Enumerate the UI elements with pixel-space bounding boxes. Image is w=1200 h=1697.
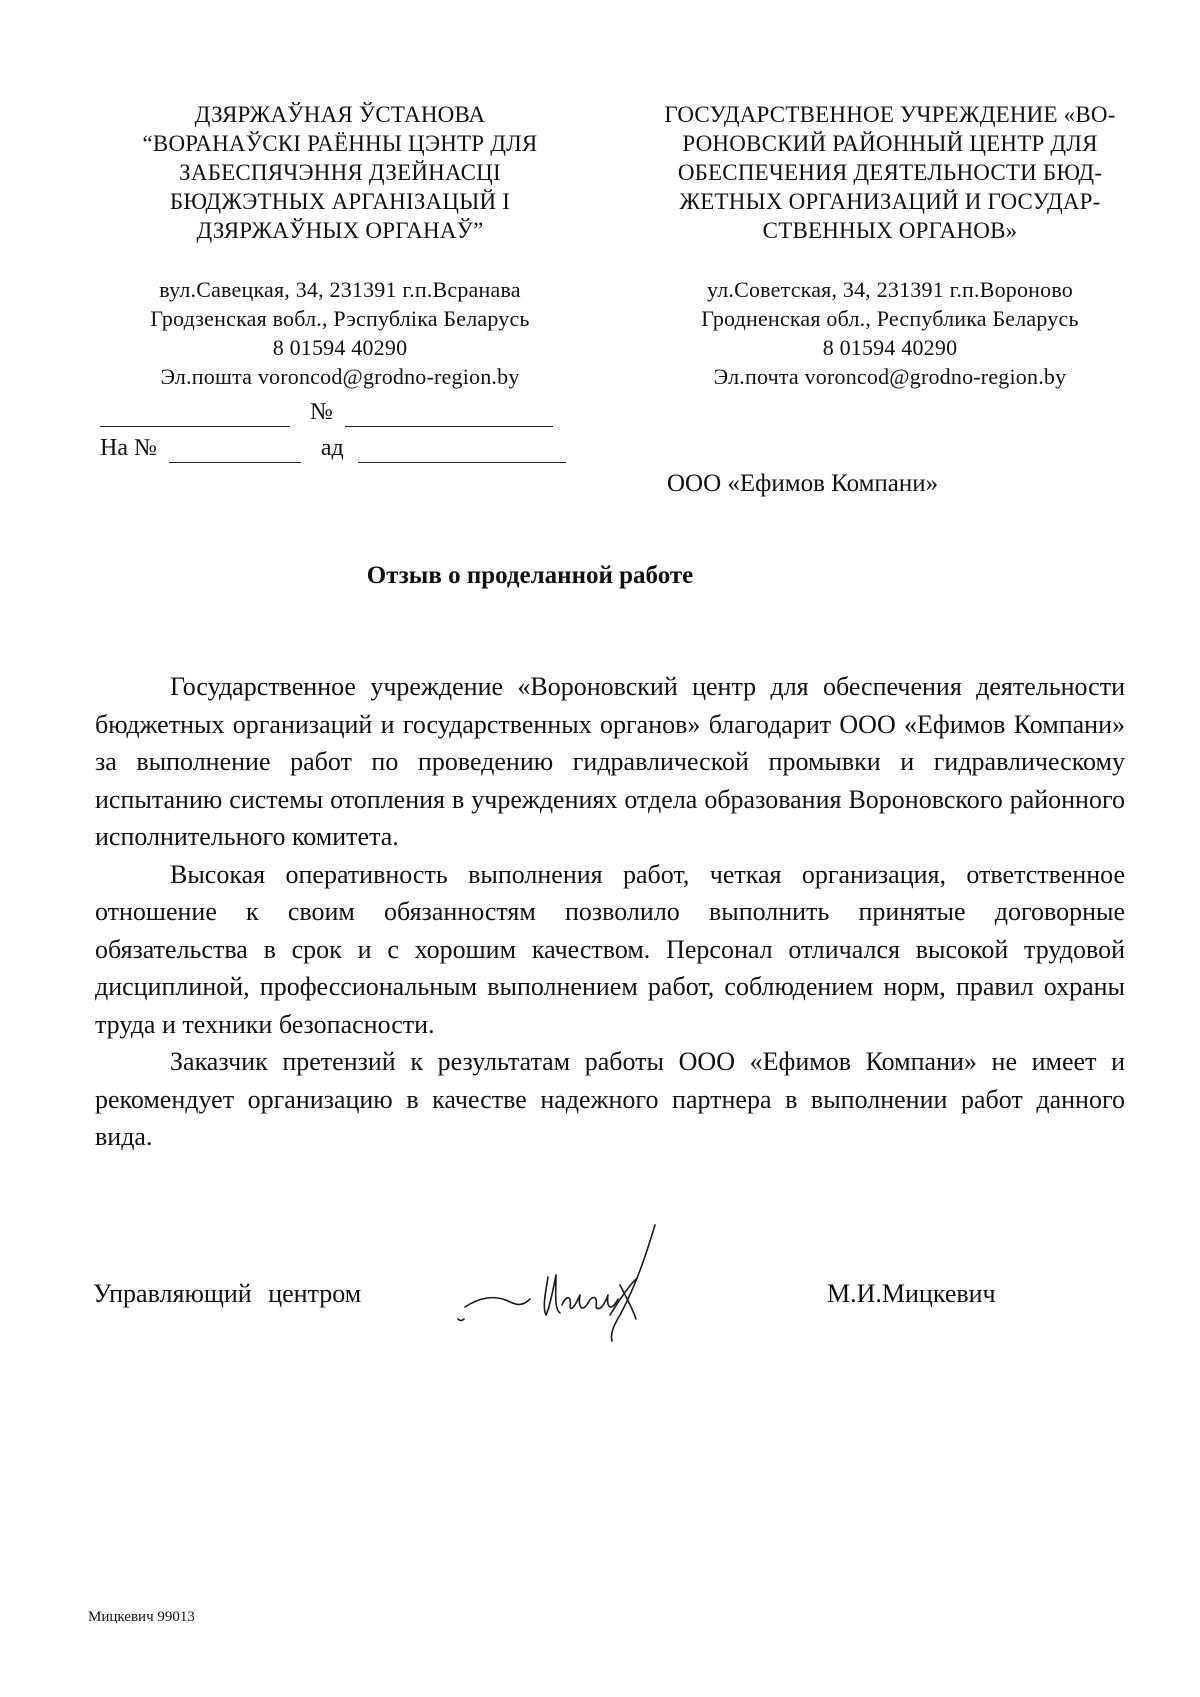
signature-row [93,1279,1133,1319]
email-line: Эл.почта voroncod@grodno-region.by [713,364,1067,389]
phone-line: 8 01594 40290 [822,335,958,360]
number-sign: № [310,399,333,425]
document-title: Отзыв о проделанной работе [366,562,694,589]
org-line: БЮДЖЭТНЫХ АРГАНІЗАЦЫЙ І [169,189,511,214]
body-paragraph: Заказчик претензий к результатам работы ООО «Ефимов Компани» не имеет и рекомендует организацию в качестве надежного партнера в выполнении работ данного вида. [95,1047,1125,1151]
executor-note: Мицкевич 99013 [88,1609,195,1625]
org-name-left [100,100,580,245]
address-line: ул.Советская, 34, 231391 г.п.Вороново [707,277,1073,302]
address-line: Гродненская обл., Республика Беларусь [701,306,1079,331]
reply-prefix: На № [100,435,157,461]
body-paragraph: Государственное учреждение «Вороновский центр для обеспечения деятельности бюджетных организаций и государственных органов» благодарит ООО «Ефимов Компани» за выполнение работ по проведению гидравлической промывки и гидравлическому испытанию системы отопления в учреждениях отдела образования Вороновского районного исполнительного комитета. [95,672,1125,851]
org-line: ГОСУДАРСТВЕННОЕ УЧРЕЖДЕНИЕ «ВО- [664,102,1116,127]
date-blank [100,402,290,427]
address-right [630,275,1150,391]
outgoing-number-line [100,397,580,427]
email-line: Эл.пошта voroncod@grodno-region.by [160,364,520,389]
reply-date-blank [358,438,566,463]
address-line: Гродзенская вобл., Рэспубліка Беларусь [150,306,530,331]
signatory-position: Управляющий центром [93,1279,362,1308]
org-line: ДЗЯРЖАЎНЫХ ОРГАНАЎ” [196,218,484,243]
phone-line: 8 01594 40290 [272,335,408,360]
org-line: СТВЕННЫХ ОРГАНОВ» [762,218,1018,243]
body-paragraph: Высокая оперативность выполнения работ, четкая организация, ответственное отношение к своим обязанностям позволило выполнить принятые договорные обязательства в срок и с хорошим качеством. Персонал отличался высокой трудовой дисциплиной, профессиональным выполнением работ, соблюдением норм, правил охраны труда и техники безопасности. [95,859,1125,1039]
address-left [100,275,580,391]
org-line: ОБЕСПЕЧЕНИЯ ДЕЯТЕЛЬНОСТИ БЮД- [677,160,1103,185]
from-word: ад [320,435,344,461]
reply-number-blank [169,438,301,463]
signatory-name: М.И.Мицкевич [827,1279,996,1308]
org-line: ДЗЯРЖАЎНАЯ ЎСТАНОВА [194,102,486,127]
letter-body [95,668,1125,1156]
address-line: вул.Савецкая, 34, 231391 г.п.Всранава [159,277,521,302]
org-line: “ВОРАНАЎСКІ РАЁННЫ ЦЭНТР ДЛЯ [142,131,538,156]
addressee: ООО «Ефимов Компани» [667,470,939,497]
org-name-right [630,100,1150,245]
number-blank [345,402,553,427]
reply-number-line [100,433,580,463]
header-left-belarusian [100,100,580,391]
org-line: РОНОВСКИЙ РАЙОННЫЙ ЦЕНТР ДЛЯ [682,131,1098,156]
org-line: ЗАБЕСПЯЧЭННЯ ДЗЕЙНАСЦІ [179,160,501,185]
org-line: ЖЕТНЫХ ОРГАНИЗАЦИЙ И ГОСУДАР- [679,189,1101,214]
header-right-russian [630,100,1150,391]
